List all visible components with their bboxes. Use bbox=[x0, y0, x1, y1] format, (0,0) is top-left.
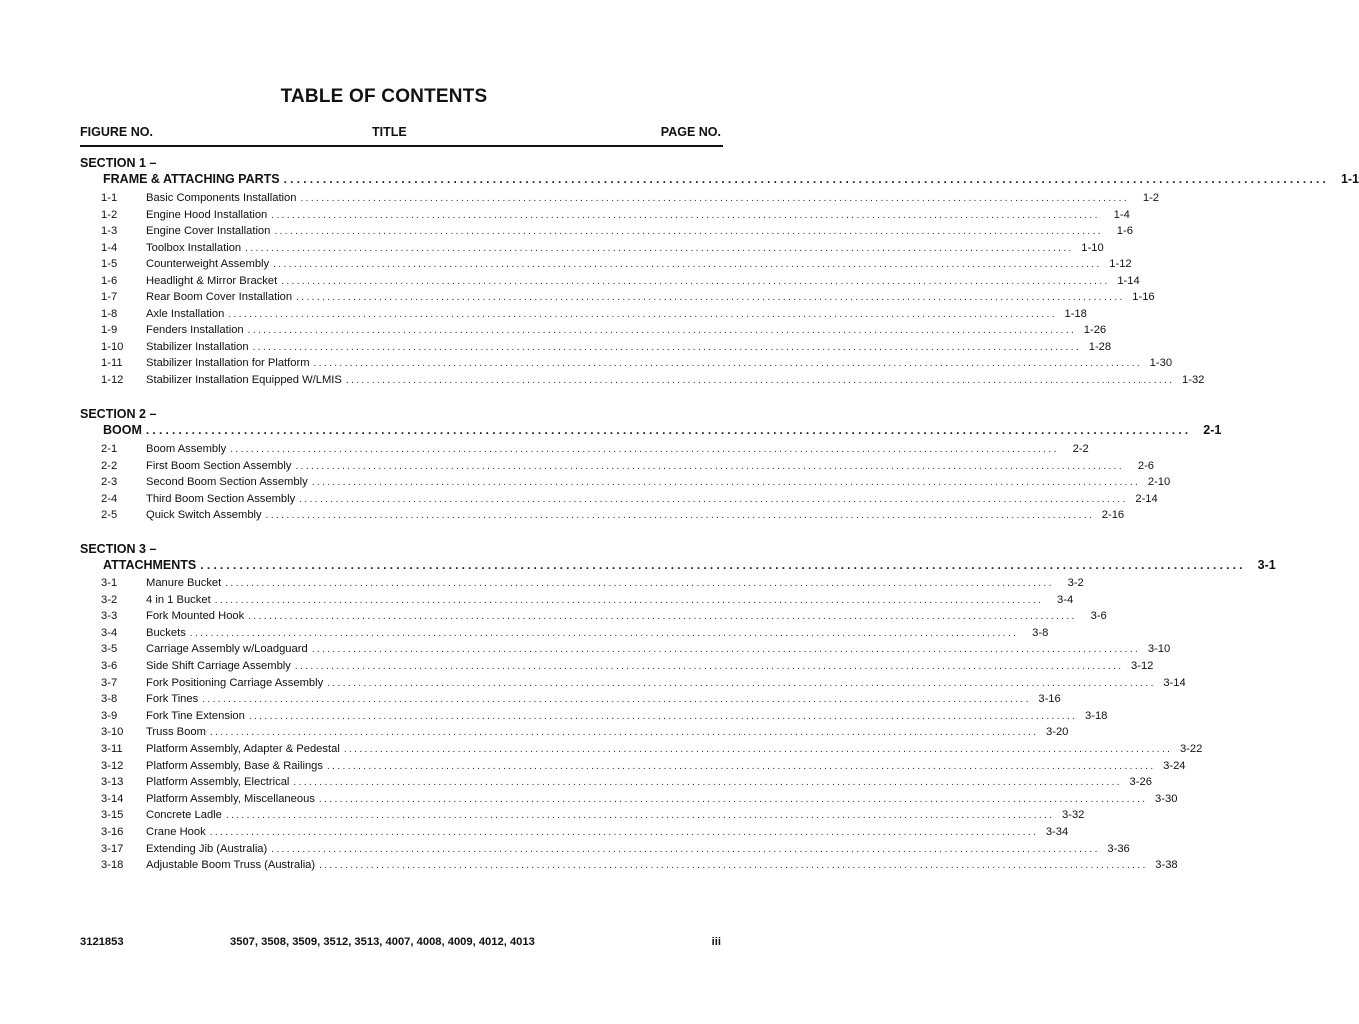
entry-page: 1-6 bbox=[1116, 225, 1133, 237]
entry-page: 2-14 bbox=[1135, 492, 1158, 505]
dot-leader: ................................................................................................................................................................ bbox=[294, 661, 1124, 672]
figure-number: 3-10 bbox=[101, 726, 124, 739]
entry-title: Extending Jib (Australia) bbox=[146, 842, 268, 855]
figure-number: 3-2 bbox=[101, 593, 118, 606]
figure-number: 1-3 bbox=[101, 225, 118, 237]
dot-leader: ................................................................................................................................................................ bbox=[343, 744, 1173, 755]
section-page: 3-1 bbox=[1257, 558, 1276, 572]
section-label: SECTION 3 – bbox=[80, 542, 157, 556]
toc-entry[interactable] bbox=[101, 842, 1130, 859]
entry-page: 1-26 bbox=[1083, 324, 1107, 336]
entry-page: 3-10 bbox=[1147, 643, 1171, 656]
entry-title: Toolbox Installation bbox=[146, 241, 242, 254]
dot-leader: ................................................................................................................................................................ bbox=[202, 694, 1031, 706]
figure-number: 2-2 bbox=[101, 459, 118, 472]
dot-leader: ................................................................................................................................................................ bbox=[209, 827, 1039, 838]
entry-page: 1-10 bbox=[1081, 241, 1104, 254]
dot-leader: ................................................................................................................................................................ bbox=[265, 510, 1095, 521]
toc-entry[interactable] bbox=[101, 593, 1074, 610]
entry-title: Boom Assembly bbox=[146, 443, 227, 455]
entry-page: 1-14 bbox=[1117, 274, 1140, 287]
figure-number: 3-17 bbox=[101, 842, 124, 855]
dot-leader: ................................................................................................................................................................ bbox=[311, 644, 1141, 656]
toc-entry[interactable] bbox=[101, 826, 1069, 842]
column-header-figure: FIGURE NO. bbox=[80, 125, 153, 139]
entry-title: Fork Mounted Hook bbox=[146, 610, 245, 623]
entry-title: Stabilizer Installation bbox=[146, 340, 249, 353]
figure-number: 3-8 bbox=[101, 693, 118, 706]
entry-title: Rear Boom Cover Installation bbox=[146, 291, 293, 303]
figure-number: 3-7 bbox=[101, 676, 118, 689]
entry-title: Manure Bucket bbox=[146, 577, 222, 589]
entry-title: 4 in 1 Bucket bbox=[146, 593, 211, 606]
section-title: BOOM bbox=[103, 423, 142, 437]
toc-entry[interactable] bbox=[101, 258, 1132, 274]
toc-entry[interactable] bbox=[101, 626, 1049, 643]
entry-page: 3-16 bbox=[1038, 693, 1061, 706]
entry-title: Buckets bbox=[146, 626, 186, 639]
dot-leader: ................................................................................................................................................................ bbox=[327, 760, 1156, 772]
toc-entry[interactable] bbox=[101, 241, 1104, 258]
entry-title: Side Shift Carriage Assembly bbox=[146, 660, 291, 672]
entry-title: Adjustable Boom Truss (Australia) bbox=[146, 859, 316, 872]
figure-number: 3-3 bbox=[101, 610, 118, 623]
dot-leader: ................................................................................................................................................................ bbox=[200, 558, 1246, 572]
figure-number: 3-4 bbox=[101, 626, 118, 639]
toc-entry[interactable] bbox=[101, 307, 1087, 324]
entry-page: 3-4 bbox=[1057, 593, 1074, 606]
entry-title: Third Boom Section Assembly bbox=[146, 492, 296, 505]
entry-page: 3-36 bbox=[1107, 842, 1130, 855]
entry-page: 3-38 bbox=[1155, 859, 1178, 872]
entry-page: 3-26 bbox=[1129, 776, 1152, 789]
figure-number: 1-4 bbox=[101, 241, 118, 254]
entry-title: Engine Hood Installation bbox=[146, 208, 268, 221]
dot-leader: ................................................................................................................................................................ bbox=[273, 259, 1102, 270]
section-page: 1-1 bbox=[1340, 172, 1359, 186]
entry-title: Platform Assembly, Electrical bbox=[146, 776, 290, 789]
entry-title: Fork Tines bbox=[146, 693, 199, 706]
entry-title: Second Boom Section Assembly bbox=[146, 476, 308, 488]
toc-entry[interactable] bbox=[101, 509, 1125, 525]
dot-leader: ................................................................................................................................................................ bbox=[248, 710, 1078, 722]
figure-number: 2-3 bbox=[101, 476, 118, 488]
figure-number: 1-6 bbox=[101, 274, 118, 287]
dot-leader: ................................................................................................................................................................ bbox=[345, 374, 1175, 386]
entry-page: 1-32 bbox=[1182, 373, 1205, 386]
toc-entry[interactable] bbox=[101, 643, 1171, 659]
entry-title: Fork Tine Extension bbox=[146, 709, 245, 722]
dot-leader: ................................................................................................................................................................ bbox=[209, 727, 1039, 739]
header-divider bbox=[80, 145, 723, 147]
figure-number: 3-15 bbox=[101, 809, 124, 822]
figure-number: 3-12 bbox=[101, 759, 124, 772]
entry-page: 2-6 bbox=[1137, 459, 1155, 472]
figure-number: 3-6 bbox=[101, 660, 118, 672]
figure-number: 2-1 bbox=[101, 443, 118, 455]
entry-page: 3-2 bbox=[1067, 577, 1084, 589]
entry-page: 3-14 bbox=[1163, 676, 1186, 689]
dot-leader: ................................................................................................................................................................ bbox=[295, 460, 1125, 472]
figure-number: 1-12 bbox=[101, 373, 124, 386]
entry-title: Basic Components Installation bbox=[146, 192, 297, 204]
model-list: 3507, 3508, 3509, 3512, 3513, 4007, 4008, 4009, 4012, 4013 bbox=[230, 936, 535, 948]
dot-leader: ................................................................................................................................................................ bbox=[145, 423, 1192, 437]
entry-page: 3-6 bbox=[1090, 610, 1107, 623]
section-page: 2-1 bbox=[1203, 423, 1222, 437]
figure-number: 3-18 bbox=[101, 859, 124, 872]
page-title: TABLE OF CONTENTS bbox=[280, 86, 488, 107]
figure-number: 3-16 bbox=[101, 826, 124, 838]
entry-title: Stabilizer Installation for Platform bbox=[146, 357, 310, 369]
entry-page: 3-20 bbox=[1046, 726, 1069, 739]
toc-entry[interactable] bbox=[101, 324, 1107, 340]
toc-entry[interactable] bbox=[101, 676, 1186, 693]
figure-number: 3-1 bbox=[101, 577, 118, 589]
entry-page: 1-16 bbox=[1132, 291, 1155, 303]
toc-entry[interactable] bbox=[101, 291, 1155, 307]
entry-title: Headlight & Mirror Bracket bbox=[146, 274, 278, 287]
toc-entry[interactable] bbox=[101, 208, 1130, 225]
figure-number: 1-10 bbox=[101, 340, 124, 353]
section-heading-row[interactable] bbox=[103, 558, 1276, 574]
entry-page: 1-28 bbox=[1088, 340, 1112, 353]
entry-title: Counterweight Assembly bbox=[146, 258, 270, 270]
dot-leader: ................................................................................................................................................................ bbox=[214, 594, 1044, 606]
toc-entry[interactable] bbox=[101, 476, 1171, 492]
entry-title: Crane Hook bbox=[146, 826, 206, 838]
column-header-page: PAGE NO. bbox=[660, 125, 721, 139]
entry-title: Platform Assembly, Base & Railings bbox=[146, 759, 323, 772]
entry-page: 3-34 bbox=[1045, 826, 1069, 838]
dot-leader: ................................................................................................................................................................ bbox=[228, 308, 1057, 320]
dot-leader: ................................................................................................................................................................ bbox=[274, 226, 1103, 237]
dot-leader: ................................................................................................................................................................ bbox=[189, 627, 1019, 639]
toc-entry[interactable] bbox=[101, 225, 1133, 241]
entry-title: Truss Boom bbox=[146, 726, 206, 739]
dot-leader: ................................................................................................................................................................ bbox=[311, 477, 1141, 488]
figure-number: 3-13 bbox=[101, 776, 124, 789]
entry-page: 3-8 bbox=[1032, 626, 1049, 639]
figure-number: 1-2 bbox=[101, 208, 118, 221]
column-header-title: TITLE bbox=[372, 125, 407, 139]
entry-page: 3-30 bbox=[1155, 792, 1178, 805]
dot-leader: ................................................................................................................................................................ bbox=[318, 793, 1148, 805]
entry-title: Fenders Installation bbox=[146, 324, 244, 336]
entry-page: 3-22 bbox=[1179, 743, 1203, 755]
toc-entry[interactable] bbox=[101, 726, 1069, 742]
page-number: iii bbox=[711, 936, 721, 948]
dot-leader: ................................................................................................................................................................ bbox=[248, 611, 1077, 623]
dot-leader: ................................................................................................................................................................ bbox=[225, 578, 1054, 589]
document-number: 3121853 bbox=[80, 936, 124, 948]
figure-number: 3-5 bbox=[101, 643, 118, 656]
figure-number: 3-14 bbox=[101, 792, 124, 805]
entry-page: 2-16 bbox=[1101, 509, 1125, 521]
entry-title: Fork Positioning Carriage Assembly bbox=[146, 676, 324, 689]
dot-leader: ................................................................................................................................................................ bbox=[327, 677, 1156, 689]
entry-page: 1-2 bbox=[1142, 192, 1160, 204]
toc-entry[interactable] bbox=[101, 776, 1152, 792]
toc-entry[interactable] bbox=[101, 660, 1154, 676]
toc-entry[interactable] bbox=[101, 743, 1203, 759]
toc-entry[interactable] bbox=[101, 610, 1107, 626]
entry-title: Stabilizer Installation Equipped W/LMIS bbox=[146, 373, 342, 386]
toc-entry[interactable] bbox=[101, 759, 1186, 776]
figure-number: 3-9 bbox=[101, 709, 118, 722]
entry-page: 3-32 bbox=[1062, 809, 1085, 822]
section-label: SECTION 2 – bbox=[80, 407, 157, 421]
section-title: FRAME & ATTACHING PARTS bbox=[103, 172, 280, 186]
entry-page: 1-4 bbox=[1113, 208, 1130, 221]
dot-leader: ................................................................................................................................................................ bbox=[245, 242, 1074, 254]
dot-leader: ................................................................................................................................................................ bbox=[247, 325, 1077, 336]
figure-number: 1-8 bbox=[101, 307, 118, 320]
dot-leader: ................................................................................................................................................................ bbox=[271, 209, 1100, 221]
dot-leader: ................................................................................................................................................................ bbox=[252, 341, 1082, 353]
dot-leader: ................................................................................................................................................................ bbox=[300, 193, 1130, 204]
toc-entry[interactable] bbox=[101, 577, 1084, 593]
toc-entry[interactable] bbox=[101, 274, 1140, 291]
entry-title: Quick Switch Assembly bbox=[146, 509, 262, 521]
entry-title: Platform Assembly, Adapter & Pedestal bbox=[146, 743, 340, 755]
dot-leader: ................................................................................................................................................................ bbox=[225, 810, 1055, 822]
toc-entry[interactable] bbox=[101, 340, 1112, 357]
toc-entry[interactable] bbox=[101, 459, 1155, 476]
toc-entry[interactable] bbox=[101, 357, 1173, 373]
toc-entry[interactable] bbox=[101, 693, 1061, 709]
dot-leader: ................................................................................................................................................................ bbox=[281, 275, 1110, 287]
toc-entry[interactable] bbox=[101, 792, 1178, 809]
toc-entry[interactable] bbox=[101, 373, 1205, 390]
section-heading-row[interactable] bbox=[103, 172, 1359, 188]
figure-number: 1-5 bbox=[101, 258, 118, 270]
dot-leader: ................................................................................................................................................................ bbox=[230, 444, 1059, 455]
dot-leader: ................................................................................................................................................................ bbox=[313, 358, 1143, 369]
entry-page: 3-12 bbox=[1131, 660, 1154, 672]
toc-entry[interactable] bbox=[101, 709, 1108, 726]
figure-number: 1-11 bbox=[101, 357, 123, 369]
entry-title: Concrete Ladle bbox=[146, 809, 222, 822]
dot-leader: ................................................................................................................................................................ bbox=[319, 860, 1148, 872]
dot-leader: ................................................................................................................................................................ bbox=[271, 843, 1100, 855]
toc-entry[interactable] bbox=[101, 859, 1178, 875]
entry-page: 1-18 bbox=[1064, 307, 1087, 320]
entry-page: 1-12 bbox=[1109, 258, 1132, 270]
section-label: SECTION 1 – bbox=[80, 156, 157, 170]
figure-number: 2-4 bbox=[101, 492, 118, 505]
entry-page: 3-18 bbox=[1085, 709, 1108, 722]
entry-page: 2-10 bbox=[1147, 476, 1171, 488]
entry-page: 1-30 bbox=[1149, 357, 1173, 369]
entry-title: Engine Cover Installation bbox=[146, 225, 271, 237]
entry-title: Carriage Assembly w/Loadguard bbox=[146, 643, 308, 656]
entry-title: First Boom Section Assembly bbox=[146, 459, 292, 472]
figure-number: 3-11 bbox=[101, 743, 123, 755]
figure-number: 1-9 bbox=[101, 324, 118, 336]
entry-page: 2-2 bbox=[1072, 443, 1089, 455]
toc-entry[interactable] bbox=[101, 492, 1158, 509]
entry-title: Axle Installation bbox=[146, 307, 225, 320]
dot-leader: ................................................................................................................................................................ bbox=[299, 493, 1128, 505]
toc-entry[interactable] bbox=[101, 192, 1160, 208]
toc-entry[interactable] bbox=[101, 809, 1085, 825]
dot-leader: ................................................................................................................................................................ bbox=[296, 292, 1125, 303]
entry-title: Platform Assembly, Miscellaneous bbox=[146, 792, 315, 805]
dot-leader: ................................................................................................................................................................ bbox=[283, 172, 1330, 186]
figure-number: 2-5 bbox=[101, 509, 118, 521]
section-heading-row[interactable] bbox=[103, 423, 1222, 439]
entry-page: 3-24 bbox=[1163, 759, 1186, 772]
dot-leader: ................................................................................................................................................................ bbox=[293, 777, 1122, 789]
figure-number: 1-1 bbox=[101, 192, 118, 204]
figure-number: 1-7 bbox=[101, 291, 118, 303]
toc-entry[interactable] bbox=[101, 443, 1089, 459]
section-title: ATTACHMENTS bbox=[103, 558, 197, 572]
